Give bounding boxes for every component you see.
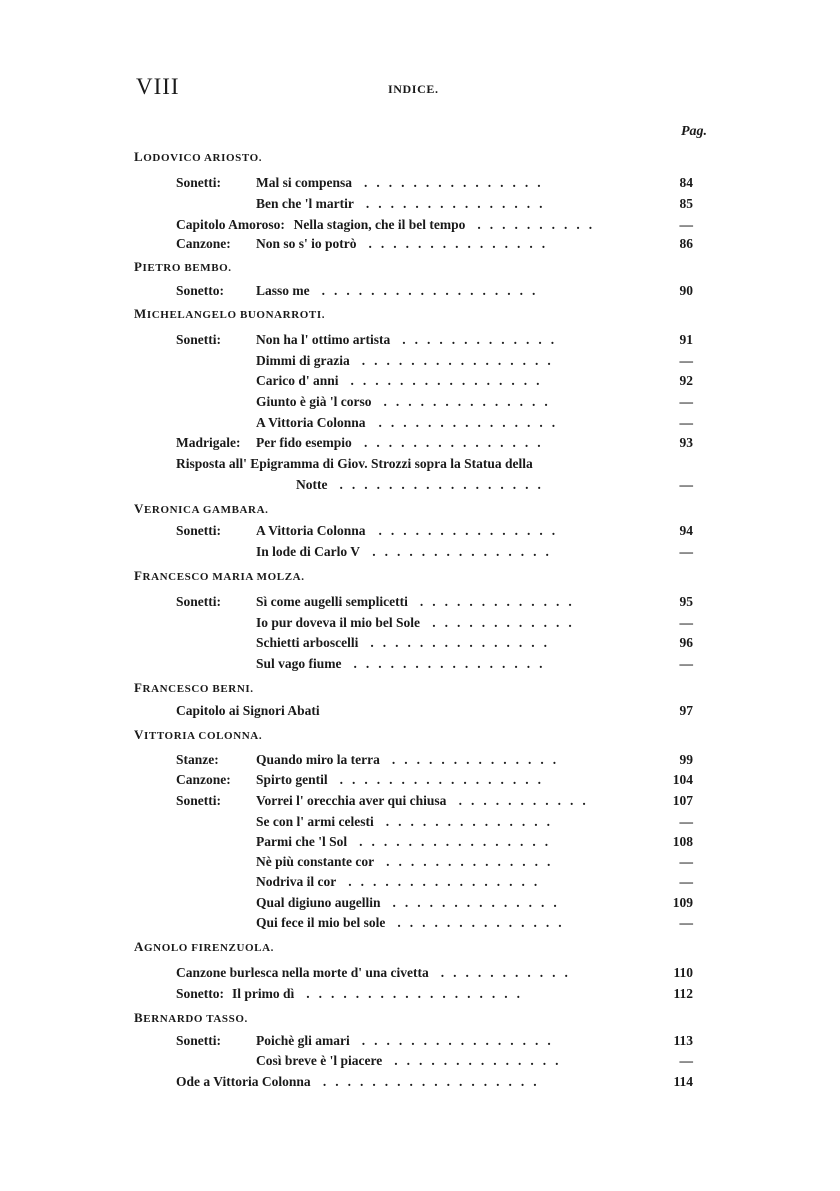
dot-leader: ................	[350, 373, 549, 388]
toc-title: Sì come augelli semplicetti	[256, 594, 408, 609]
toc-page-number: —	[679, 477, 693, 492]
toc-page-number: 99	[679, 752, 693, 767]
toc-genre-label: Sonetti:	[176, 523, 221, 538]
toc-title: Capitolo ai Signori Abati	[176, 703, 320, 718]
dot-leader: ...............	[363, 435, 550, 450]
toc-genre-label: Sonetti:	[176, 175, 221, 190]
toc-entry	[0, 521, 840, 541]
dot-leader: ................	[359, 834, 558, 849]
toc-entry	[0, 392, 840, 412]
toc-title: Mal si compensa	[256, 175, 352, 190]
toc-genre-label: Madrigale:	[176, 435, 241, 450]
dot-leader: ...............	[370, 635, 556, 650]
toc-genre-label: Stanze:	[176, 752, 219, 767]
toc-title: Schietti arboscelli	[256, 635, 359, 650]
page-number: VIII	[136, 74, 180, 99]
toc-title: Lasso me	[256, 283, 310, 298]
toc-title: Non so s' io potrò	[256, 236, 357, 251]
toc-entry	[0, 913, 840, 933]
toc-entry	[0, 234, 840, 254]
toc-page-number: —	[679, 874, 693, 889]
toc-entry	[0, 281, 840, 301]
toc-entry	[0, 812, 840, 832]
toc-title: Carico d' anni	[256, 373, 339, 388]
dot-leader: ...............	[368, 236, 555, 251]
dot-leader: .................	[339, 477, 550, 492]
toc-page-number: 94	[679, 523, 693, 538]
toc-page-number: 96	[679, 635, 693, 650]
toc-genre-label: Sonetti:	[176, 332, 221, 347]
toc-title: In lode di Carlo V	[256, 544, 361, 559]
toc-entry	[0, 832, 840, 852]
toc-page-number: —	[679, 217, 693, 232]
toc-title: Dimmi di grazia	[256, 353, 350, 368]
toc-page-number: 107	[672, 793, 693, 808]
toc-page-number: —	[679, 656, 693, 671]
toc-page-number: —	[679, 915, 693, 930]
toc-genre-label: Capitolo Amoroso:	[176, 217, 285, 232]
toc-page-number: 104	[672, 772, 693, 787]
toc-page-number: 84	[679, 175, 693, 190]
toc-page-number: 93	[679, 435, 693, 450]
toc-entry	[0, 351, 840, 371]
toc-page-number: 112	[673, 986, 693, 1001]
dot-leader: .................	[339, 772, 550, 787]
toc-title: Poichè gli amari	[256, 1033, 350, 1048]
toc-page-number: 92	[679, 373, 693, 388]
toc-entry	[0, 791, 840, 811]
toc-entry	[0, 654, 840, 674]
toc-title: A Vittoria Colonna	[256, 523, 366, 538]
toc-title: Nè più constante cor	[256, 854, 375, 869]
dot-leader: ................	[348, 874, 547, 889]
author-heading: FRANCESCO MARIA MOLZA.	[134, 568, 305, 583]
toc-page-number: —	[679, 814, 693, 829]
author-heading: BERNARDO TASSO.	[134, 1010, 248, 1025]
toc-title: Sul vago fiume	[256, 656, 342, 671]
toc-entry	[0, 173, 840, 193]
toc-title: Io pur doveva il mio bel Sole	[256, 615, 421, 630]
toc-entry	[0, 542, 840, 562]
toc-page-number: —	[679, 854, 693, 869]
toc-title: Per fido esempio	[256, 435, 352, 450]
toc-page-number: 109	[672, 895, 693, 910]
toc-entry-wrapped-line: Risposta all' Epigramma di Giov. Strozzi sopra la Statua della	[176, 456, 533, 471]
dot-leader: ...............	[378, 415, 565, 430]
toc-entry	[0, 701, 840, 721]
dot-leader: ...............	[378, 523, 565, 538]
toc-page-number: —	[679, 415, 693, 430]
dot-leader: ................	[361, 1033, 560, 1048]
toc-entry	[0, 194, 840, 214]
author-heading: LODOVICO ARIOSTO.	[134, 149, 263, 164]
toc-page-number: 95	[679, 594, 693, 609]
toc-title: Spirto gentil	[256, 772, 328, 787]
toc-genre-label: Canzone:	[176, 236, 231, 251]
dot-leader: ...............	[363, 175, 550, 190]
running-title: INDICE.	[388, 82, 439, 96]
toc-page-number: 114	[673, 1074, 693, 1089]
toc-title: Giunto è già 'l corso	[256, 394, 372, 409]
toc-title: Qui fece il mio bel sole	[256, 915, 386, 930]
toc-genre-label: Sonetti:	[176, 1033, 221, 1048]
toc-entry	[0, 893, 840, 913]
toc-entry	[0, 592, 840, 612]
dot-leader: ..........	[477, 217, 602, 232]
toc-entry	[0, 413, 840, 433]
author-heading: PIETRO BEMBO.	[134, 259, 232, 274]
dot-leader: ...........	[458, 793, 595, 808]
toc-entry	[0, 330, 840, 350]
toc-title: Canzone burlesca nella morte d' una civetta	[176, 965, 429, 980]
toc-entry	[0, 852, 840, 872]
toc-page-number: 86	[679, 236, 693, 251]
toc-title: Vorrei l' orecchia aver qui chiusa	[256, 793, 447, 808]
dot-leader: .............	[419, 594, 581, 609]
dot-leader: ................	[353, 656, 552, 671]
author-heading: MICHELANGELO BUONARROTI.	[134, 306, 326, 321]
dot-leader: .............	[402, 332, 564, 347]
toc-entry	[0, 750, 840, 770]
dot-leader: ..............	[383, 394, 557, 409]
toc-page-number: —	[679, 353, 693, 368]
pag-column-label: Pag.	[680, 124, 707, 139]
toc-genre-label: Sonetto:	[176, 986, 224, 1001]
toc-title: Così breve è 'l piacere	[256, 1053, 383, 1068]
toc-page-number: 113	[673, 1033, 693, 1048]
toc-title: Ben che 'l martir	[256, 196, 354, 211]
toc-title: Il primo dì	[231, 986, 295, 1001]
dot-leader: ...............	[372, 544, 558, 559]
dot-leader: ............	[432, 615, 581, 630]
toc-page-number: 97	[679, 703, 693, 718]
author-heading: AGNOLO FIRENZUOLA.	[134, 939, 274, 954]
author-heading: FRANCESCO BERNI.	[134, 680, 254, 695]
toc-entry	[0, 215, 840, 235]
toc-entry	[0, 371, 840, 391]
toc-entry	[0, 433, 840, 453]
toc-title: Qual digiuno augellin	[256, 895, 381, 910]
dot-leader: ...............	[365, 196, 552, 211]
toc-title: Se con l' armi celesti	[256, 814, 374, 829]
author-heading: VITTORIA COLONNA.	[134, 727, 263, 742]
toc-entry	[0, 1051, 840, 1071]
toc-genre-label: Sonetti:	[176, 793, 221, 808]
toc-title: Nodriva il cor	[256, 874, 337, 889]
toc-title: Parmi che 'l Sol	[256, 834, 348, 849]
dot-leader: ..............	[397, 915, 571, 930]
toc-entry	[0, 963, 840, 983]
toc-entry	[0, 872, 840, 892]
dot-leader: ..............	[392, 895, 566, 910]
toc-page-number: 85	[679, 196, 693, 211]
toc-page-number: 110	[673, 965, 693, 980]
dot-leader: ..............	[394, 1053, 568, 1068]
toc-entry	[0, 613, 840, 633]
toc-title: Non ha l' ottimo artista	[256, 332, 391, 347]
dot-leader: ..................	[306, 986, 529, 1001]
dot-leader: ..............	[386, 854, 560, 869]
toc-page-number: 91	[679, 332, 693, 347]
toc-page-number: —	[679, 544, 693, 559]
toc-entry	[0, 475, 840, 495]
dot-leader: ..................	[322, 1074, 546, 1089]
toc-entry	[0, 1031, 840, 1051]
toc-title: Nella stagion, che il bel tempo	[293, 217, 466, 232]
toc-genre-label: Sonetti:	[176, 594, 221, 609]
toc-page-number: 108	[672, 834, 693, 849]
author-heading: VERONICA GAMBARA.	[134, 501, 269, 516]
toc-entry	[0, 633, 840, 653]
toc-page-number: 90	[679, 283, 693, 298]
toc-title: Quando miro la terra	[256, 752, 380, 767]
dot-leader: ..............	[391, 752, 566, 767]
dot-leader: ................	[361, 353, 560, 368]
toc-entry	[0, 984, 840, 1004]
toc-title: Ode a Vittoria Colonna	[176, 1074, 311, 1089]
toc-title: A Vittoria Colonna	[256, 415, 366, 430]
toc-title: Notte	[296, 477, 328, 492]
toc-genre-label: Sonetto:	[176, 283, 224, 298]
dot-leader: ..................	[321, 283, 545, 298]
toc-genre-label: Canzone:	[176, 772, 231, 787]
toc-entry	[0, 1072, 840, 1092]
toc-page-number: —	[679, 615, 693, 630]
toc-entry	[0, 770, 840, 790]
toc-page-number: —	[679, 1053, 693, 1068]
dot-leader: ...........	[440, 965, 577, 980]
dot-leader: ..............	[385, 814, 559, 829]
toc-page-number: —	[679, 394, 693, 409]
